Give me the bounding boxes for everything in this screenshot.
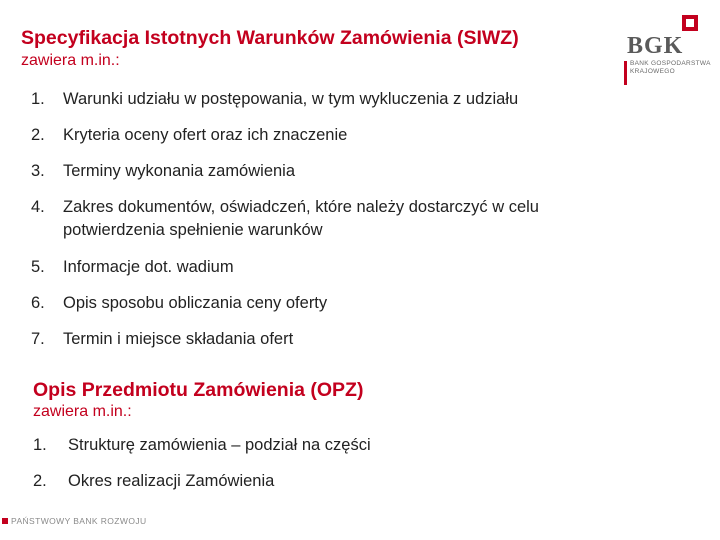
list-number: 3. bbox=[31, 162, 45, 180]
siwz-title: Specyfikacja Istotnych Warunków Zamówienia (SIWZ) bbox=[21, 27, 519, 49]
logo-divider bbox=[624, 61, 627, 85]
list-text: Kryteria oceny ofert oraz ich znaczenie bbox=[63, 126, 348, 144]
list-item bbox=[33, 470, 593, 493]
list-item bbox=[31, 328, 601, 351]
list-number: 5. bbox=[31, 258, 45, 276]
list-number: 2. bbox=[31, 126, 45, 144]
list-text: Terminy wykonania zamówienia bbox=[63, 162, 296, 180]
list-item bbox=[33, 434, 593, 457]
logo-subtitle-line2: KRAJOWEGO bbox=[630, 68, 675, 75]
list-item bbox=[31, 256, 601, 279]
list-text: Strukturę zamówienia – podział na części bbox=[68, 436, 371, 454]
list-text: Warunki udziału w postępowania, w tym wykluczenia z udziału bbox=[63, 90, 519, 108]
list-number: 7. bbox=[31, 330, 45, 348]
list-item bbox=[31, 88, 601, 111]
logo-square-icon bbox=[682, 15, 698, 31]
list-item bbox=[31, 196, 603, 242]
list-item bbox=[31, 292, 601, 315]
bgk-logo bbox=[624, 15, 711, 85]
logo-subtitle-line1: BANK GOSPODARSTWA bbox=[630, 60, 711, 67]
logo-wordmark: BGK bbox=[627, 33, 684, 59]
list-text: Informacje dot. wadium bbox=[63, 258, 234, 276]
list-text: Zakres dokumentów, oświadczeń, które należy dostarczyć w celu potwierdzenia spełnienie warunków bbox=[63, 198, 539, 239]
footer-square-icon bbox=[2, 518, 8, 524]
siwz-subtitle: zawiera m.in.: bbox=[21, 52, 120, 69]
list-text: Termin i miejsce składania ofert bbox=[63, 330, 294, 348]
list-number: 6. bbox=[31, 294, 45, 312]
list-item bbox=[31, 124, 601, 147]
list-number: 4. bbox=[31, 198, 45, 216]
list-item bbox=[31, 160, 601, 183]
list-text: Opis sposobu obliczania ceny oferty bbox=[63, 294, 328, 312]
list-number: 2. bbox=[33, 472, 47, 490]
footer-text: PAŃSTWOWY BANK ROZWOJU bbox=[11, 516, 147, 526]
opz-subtitle: zawiera m.in.: bbox=[33, 403, 132, 420]
opz-title: Opis Przedmiotu Zamówienia (OPZ) bbox=[33, 379, 364, 401]
list-number: 1. bbox=[33, 436, 47, 454]
list-number: 1. bbox=[31, 90, 45, 108]
list-text: Okres realizacji Zamówienia bbox=[68, 472, 275, 490]
